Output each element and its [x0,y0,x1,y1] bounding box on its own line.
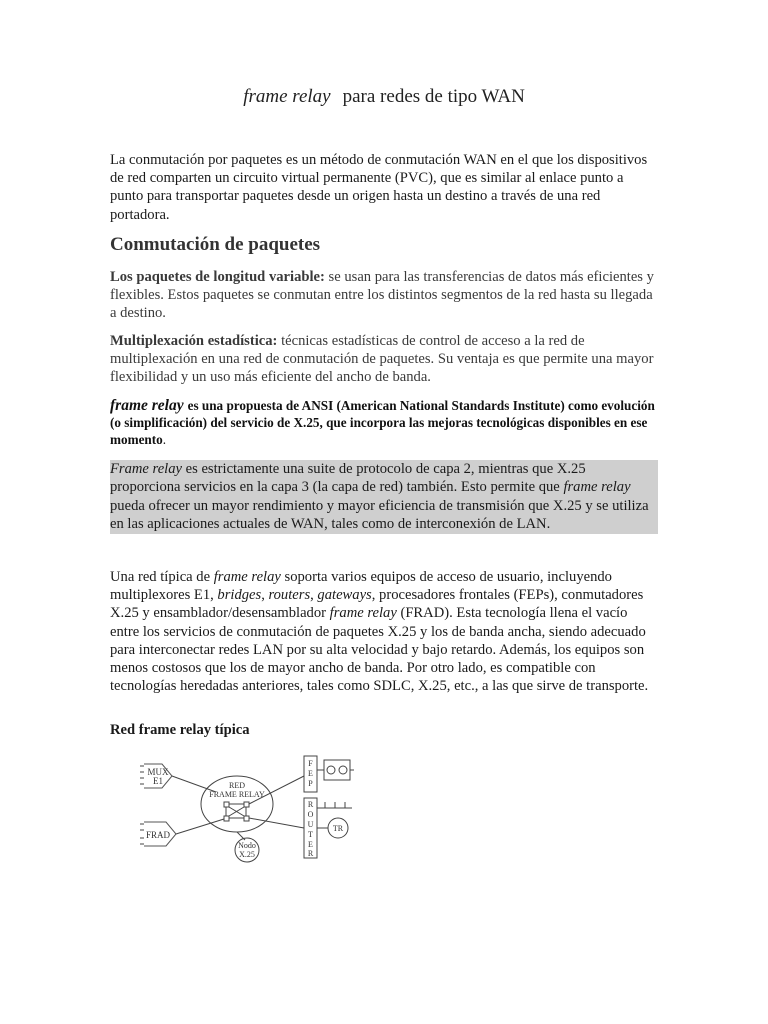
variable-packets-label: Los paquetes de longitud variable: [110,269,325,285]
highlight-italic-1: Frame relay [110,461,182,477]
x25-label: X.25 [239,850,255,859]
ansi-paragraph [110,397,658,448]
typical-text-5: , procesadores frontales (FEPs), conmutadores X.25 y ensamblador/desensamblador [110,587,644,622]
ansi-end: . [162,432,167,447]
typical-text-1: Una red típica de [110,569,214,585]
router-letter-6: R [307,849,314,858]
switch-nodes [224,802,249,821]
intro-paragraph: La conmutación por paquetes es un método de conmutación WAN en el que los dispositivos de red comparten un circuito virtual permanente (PVC), que es similar al enlace punto a punto para transportar paquetes desde un origen hasta un destino a través de una red portadora. [110,152,648,223]
frad-device [140,822,176,846]
typical-italic-3: routers [268,587,311,604]
typical-italic-2: bridges [217,587,262,604]
router-letter-5: E [308,840,313,849]
link-frad [176,819,224,834]
mux-label: MUX [147,767,169,777]
mux-e1-device [140,764,172,788]
frame-relay-diagram [138,752,378,864]
title-rest: para redes de tipo WAN [342,86,525,107]
variable-packets-text: se usan para las transferencias de datos más eficientes y flexibles. Estos paquetes se conmutan entre los distintos segmentos de la red hasta su llegada a destino. [110,269,654,322]
title-italic: frame relay [243,86,331,107]
frad-label: FRAD [145,830,171,840]
diagram-heading: Red frame relay típica [110,722,250,738]
section-heading: Conmutación de paquetes [110,234,321,255]
router-letter-4: T [308,830,313,839]
typical-network-paragraph [110,568,658,695]
page-title [0,86,768,108]
link-router [249,818,304,828]
tr-label: TR [332,824,344,833]
fep-letter-2: E [308,769,313,778]
node-label: Nodo [238,841,256,850]
red-label: RED [229,781,245,790]
e1-label: E1 [153,776,163,786]
typical-text-2: soporta varios equipos de acceso de usuario, incluyendo multiplexores E1, [110,569,612,604]
multiplexing-paragraph [110,332,658,387]
typical-italic-4: gateways [317,587,372,604]
typical-text-3: , [261,587,269,604]
highlight-text-2: pueda ofrecer un mayor rendimiento y mayor eficiencia de transmisión que X.25 y se utiliza en las aplicaciones actuales de WAN, tales como de interconexión de LAN. [110,497,649,533]
router-letter-3: U [307,820,314,829]
router-letter-2: O [307,810,314,819]
highlight-italic-2: frame relay [563,479,631,496]
frame-relay-cloud-label: FRAME RELAY [209,790,265,799]
multiplexing-label: Multiplexación estadística: [110,333,278,349]
typical-text-4: , [310,587,318,604]
highlight-text-1: es estrictamente una suite de protocolo de capa 2, mientras que X.25 proporciona servicios en la capa 3 (la capa de red) también. Esto permite que [110,461,586,496]
link-mux [172,776,216,792]
highlighted-paragraph [110,460,658,534]
variable-packets-paragraph [110,268,658,323]
fep-letter-1: F [308,759,313,768]
highlighted-span [110,461,649,532]
disk-storage-icon [324,760,354,780]
typical-text-6: (FRAD). Esta tecnología llena el vacío entre los servicios de conmutación de paquetes X.25 y los de banda ancha, siendo adecuado para interconectar redes LAN por su alta velocidad y bajo retardo. Además, los equipos son menos costosos que los de mayor ancho de banda. Por otro lado, es compatible con tecnologías heredadas anteriores, tales como SDLC, X.25, etc., a las que sirve de transporte. [110,605,649,695]
multiplexing-text: técnicas estadísticas de control de acceso a la red de multiplexación en una red de conmutación de paquetes. Su ventaja es que permite una mayor flexibilidad y un uso más eficiente del ancho de banda. [110,333,654,386]
lan-bus [317,802,352,808]
router-letter-1: R [307,800,314,809]
ansi-italic: frame relay [110,397,184,414]
typical-italic-5: frame relay [329,605,397,622]
fep-letter-3: P [308,779,313,788]
ansi-text: es una propuesta de ANSI (American National Standards Institute) como evolución (o simplificación) del servicio de X.25, que incorpora las mejoras tecnológicas disponibles en ese momento [110,398,655,447]
typical-italic-1: frame relay [213,569,281,585]
